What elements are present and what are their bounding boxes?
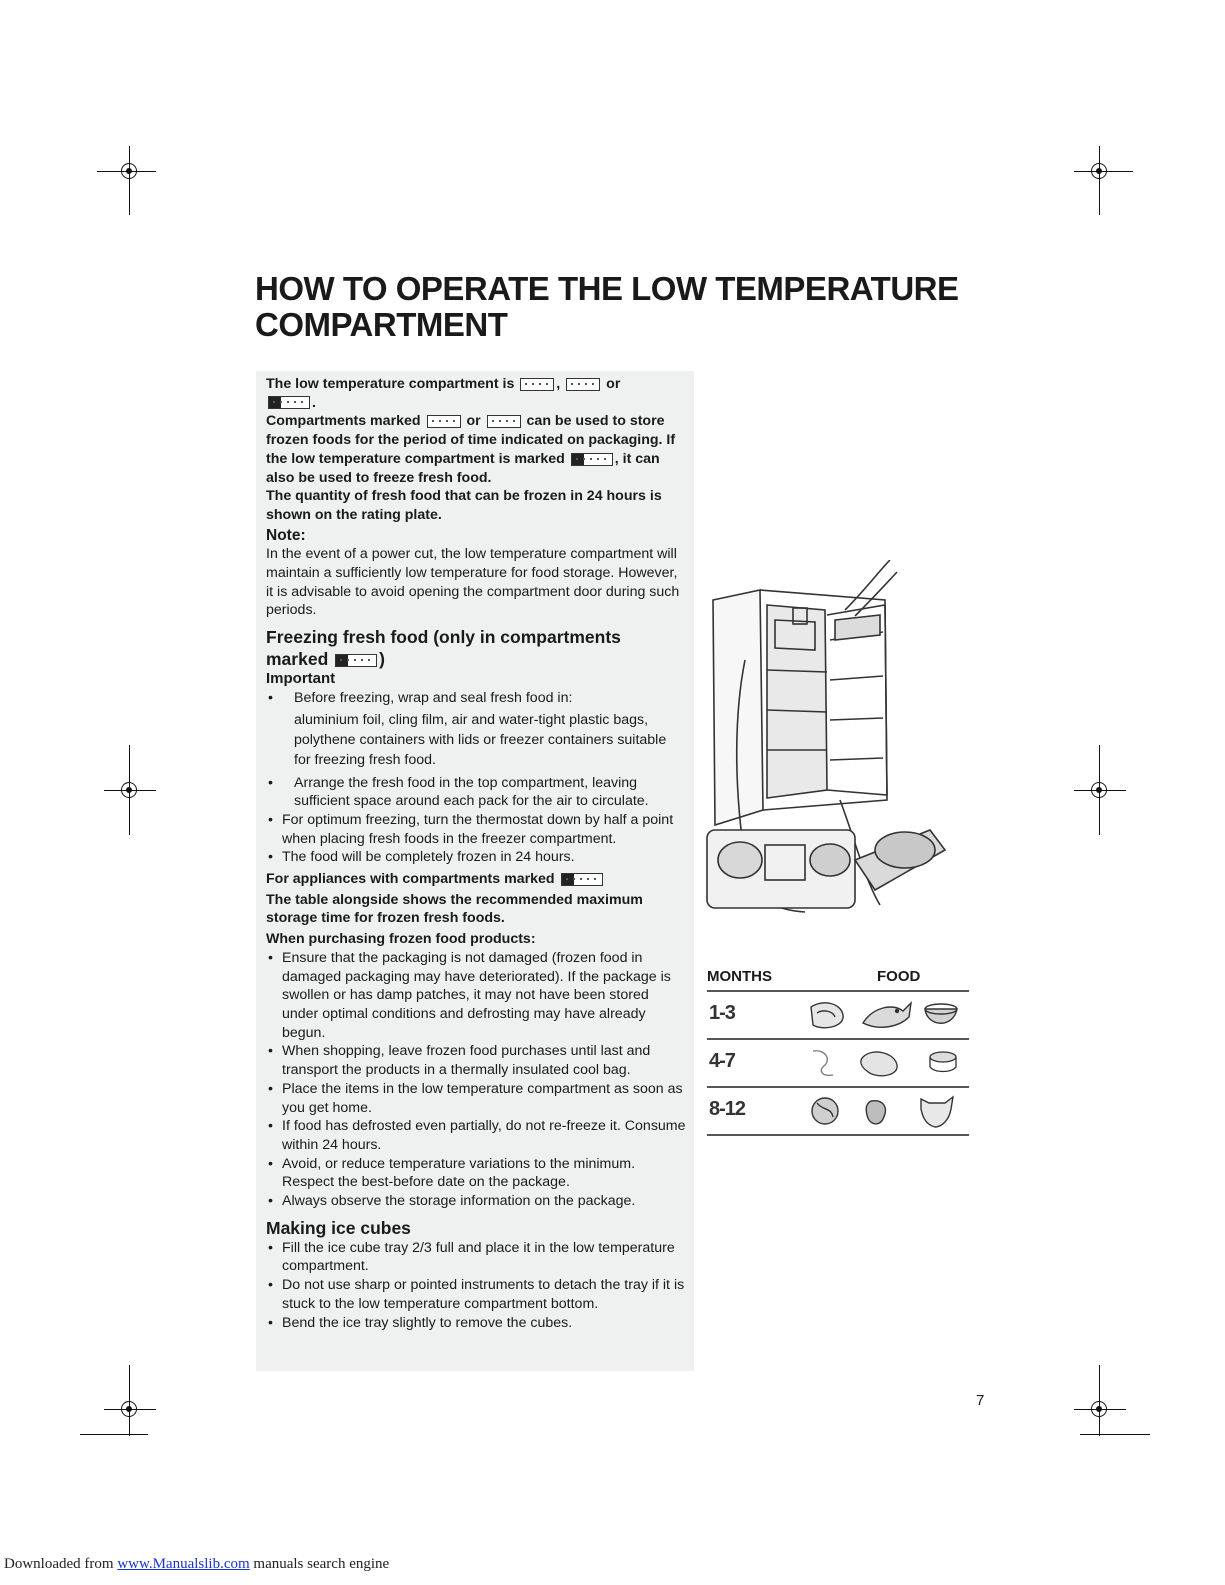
footer-prefix: Downloaded from xyxy=(4,1556,114,1572)
months-value: 1-3 xyxy=(709,1002,735,1024)
three-star-symbol-icon xyxy=(566,378,600,391)
intro-period: . xyxy=(312,394,316,411)
list-item: • Avoid, or reduce temperature variations to the minimum. Respect the best-before date on the package. xyxy=(266,1155,686,1192)
crop-line xyxy=(1099,815,1100,835)
page-title xyxy=(255,271,1015,343)
chicken-icon xyxy=(861,1052,897,1076)
four-star-symbol-icon xyxy=(571,453,613,466)
table-header xyxy=(707,968,969,990)
vegetables-icon xyxy=(812,1098,838,1124)
list-item: • Place the items in the low temperature compartment as soon as you get home. xyxy=(266,1080,686,1117)
crop-mark-icon xyxy=(1074,146,1126,198)
list-item: • Do not use sharp or pointed instruments to detach the tray if it is stuck to the low temperature compartment bottom. xyxy=(266,1276,686,1313)
crop-line xyxy=(1099,745,1100,765)
freezing-heading xyxy=(266,626,686,670)
crop-mark-icon xyxy=(104,765,156,817)
intro-paragraph-3: The quantity of fresh food that can be frozen in 24 hours is shown on the rating plate. xyxy=(266,488,662,523)
title-line-2: COMPARTMENT xyxy=(255,306,508,343)
intro-or: or xyxy=(466,413,481,430)
shrimp-icon xyxy=(813,1051,833,1076)
crop-line xyxy=(1099,195,1100,215)
crop-mark-icon xyxy=(104,1384,156,1436)
list-item: • When shopping, leave frozen food purchases until last and transport the products in a thermally insulated cool bag. xyxy=(266,1042,686,1079)
list-item: • Fill the ice cube tray 2/3 full and place it in the low temperature compartment. xyxy=(266,1239,686,1276)
intro-comma: , xyxy=(556,376,561,392)
list-item: • The food will be completely frozen in 24 hours. xyxy=(266,848,686,867)
months-value: 8-12 xyxy=(709,1098,746,1120)
crop-line xyxy=(1080,1434,1150,1435)
intro-text: Compartments marked xyxy=(266,413,421,430)
ice-list xyxy=(266,1239,686,1333)
appliances-heading xyxy=(266,870,686,889)
footer-suffix: manuals search engine xyxy=(253,1556,390,1572)
crop-line xyxy=(1099,1365,1100,1385)
table-row xyxy=(707,1086,969,1136)
wrapping-materials: aluminium foil, cling film, air and water-tight plastic bags, polythene containers with lids or freezer containers suitable for freezing fresh food. xyxy=(294,711,667,768)
intro-text: , it can also be used to freeze fresh food. xyxy=(266,450,660,486)
intro-or: or xyxy=(606,376,621,392)
list-item: • Always observe the storage information on the package. xyxy=(266,1192,686,1211)
food-header: FOOD xyxy=(877,968,921,985)
two-star-symbol-icon xyxy=(427,415,461,428)
four-star-symbol-icon xyxy=(561,873,603,886)
freezing-list xyxy=(266,774,686,811)
four-star-symbol-icon xyxy=(335,654,377,667)
freezing-list xyxy=(266,811,686,867)
table-row xyxy=(707,990,969,1038)
note-heading: Note: xyxy=(266,526,306,544)
intro-text: can be used to store frozen foods for the period of time indicated on packaging. If the low temperature compartment is marked xyxy=(266,413,676,467)
appliances-heading-text: For appliances with compartments marked xyxy=(266,871,555,888)
intro-text: The low temperature compartment is xyxy=(266,376,515,392)
strawberry-icon xyxy=(866,1101,885,1124)
freezing-heading-close: ) xyxy=(379,649,385,670)
table-row xyxy=(707,1038,969,1086)
list-item: • Ensure that the packaging is not damaged (frozen food in damaged packaging may have deteriorated). If the package is swollen or has damp patches, it may not have been stored under optimal conditions and defrosting may have already begun. xyxy=(266,949,686,1043)
list-item: • Bend the ice tray slightly to remove the cubes. xyxy=(266,1314,686,1333)
crop-line xyxy=(129,195,130,215)
manualslib-link[interactable]: www.Manualslib.com xyxy=(117,1556,250,1572)
beef-icon xyxy=(921,1097,953,1127)
list-item: • If food has defrosted even partially, do not re-freeze it. Consume within 24 hours. xyxy=(266,1117,686,1154)
freezing-heading-text: Freezing fresh food (only in compartments marked xyxy=(266,627,621,670)
freezing-list xyxy=(266,689,686,708)
crop-mark-icon xyxy=(1074,1384,1126,1436)
crop-line xyxy=(97,171,117,172)
purchasing-heading: When purchasing frozen food products: xyxy=(266,931,536,948)
crop-line xyxy=(129,815,130,835)
food-icons-row-2 xyxy=(803,1045,963,1081)
four-star-symbol-icon xyxy=(268,396,310,409)
fridge-illustration xyxy=(705,560,967,922)
crop-line xyxy=(1123,171,1133,172)
purchasing-list xyxy=(266,949,686,1211)
crop-mark-icon xyxy=(1074,765,1126,817)
intro-paragraph-1 xyxy=(266,375,686,412)
download-footer xyxy=(4,1556,389,1573)
crop-line xyxy=(129,745,130,765)
meat-icon xyxy=(811,1003,843,1028)
bowl-icon xyxy=(925,1004,957,1023)
title-line-1: HOW TO OPERATE THE LOW TEMPERATURE xyxy=(255,270,959,307)
intro-paragraph-2 xyxy=(266,412,686,487)
cheese-icon xyxy=(930,1052,956,1072)
food-icons-row-3 xyxy=(803,1093,963,1129)
appliances-text: The table alongside shows the recommended maximum storage time for frozen fresh foods. xyxy=(266,891,643,927)
important-heading: Important xyxy=(266,670,336,688)
note-text: In the event of a power cut, the low temperature compartment will maintain a sufficiently low temperature for food storage. However, it is advisable to avoid opening the compartment door during such periods. xyxy=(266,546,680,619)
storage-table xyxy=(707,968,969,1136)
page-number: 7 xyxy=(976,1392,985,1409)
list-item: • Arrange the fresh food in the top compartment, leaving sufficient space around each pack for the air to circulate. xyxy=(266,774,686,811)
crop-line xyxy=(80,1434,148,1435)
months-header: MONTHS xyxy=(707,968,772,985)
ice-heading: Making ice cubes xyxy=(266,1217,411,1238)
instructions-panel xyxy=(256,371,694,1371)
crop-mark-icon xyxy=(104,146,156,198)
fish-icon xyxy=(863,1003,911,1027)
list-item: • Before freezing, wrap and seal fresh food in: xyxy=(266,689,686,708)
crop-line xyxy=(129,1365,130,1385)
food-icons-row-1 xyxy=(803,997,963,1033)
list-item: • For optimum freezing, turn the thermostat down by half a point when placing fresh foods in the freezer compartment. xyxy=(266,811,686,848)
two-star-symbol-icon xyxy=(520,378,554,391)
months-value: 4-7 xyxy=(709,1050,735,1072)
three-star-symbol-icon xyxy=(487,415,521,428)
